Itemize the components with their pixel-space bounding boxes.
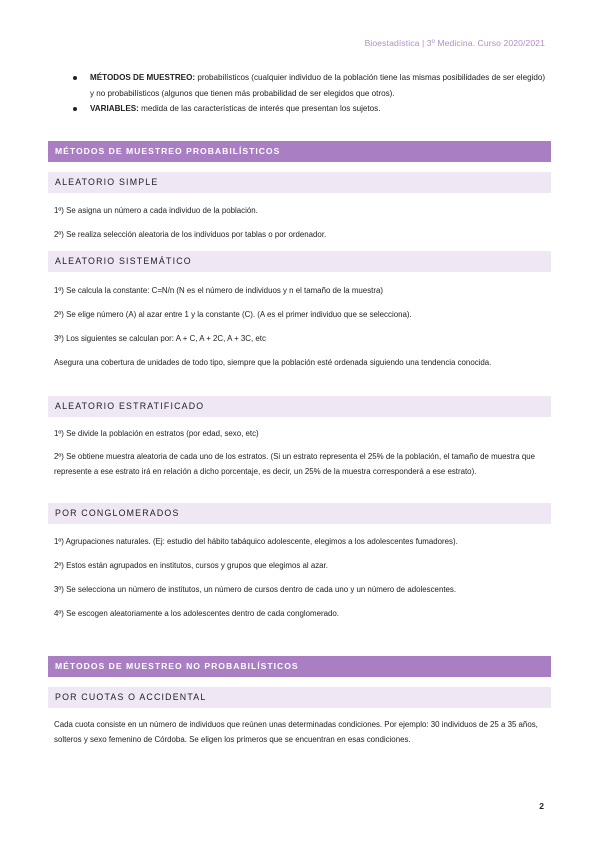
- bullet-variables: [70, 101, 550, 117]
- intro-bullet-list: [70, 70, 550, 117]
- paragraph: 3º) Se selecciona un número de institutos, un número de cursos dentro de cada uno y un número de adolescentes.: [54, 585, 457, 594]
- paragraph: 2º) Se elige número (A) al azar entre 1 y la constante (C). (A es el primer individuo que se selecciona).: [54, 310, 412, 319]
- paragraph: 1º) Se divide la población en estratos (por edad, sexo, etc): [54, 429, 259, 438]
- paragraph: 1º) Se calcula la constante: C=N/n (N es el número de individuos y n el tamaño de la muestra): [54, 286, 383, 295]
- paragraph: 3º) Los siguientes se calculan por: A + C, A + 2C, A + 3C, etc: [54, 334, 266, 343]
- paragraph: 2º) Se realiza selección aleatoria de los individuos por tablas o por ordenador.: [54, 230, 327, 239]
- subheading-conglomerados: POR CONGLOMERADOS: [48, 503, 551, 524]
- paragraph: 1º) Agrupaciones naturales. (Ej: estudio del hábito tabáquico adolescente, elegimos a los adolescentes fumadores).: [54, 537, 458, 546]
- subheading-aleatorio-simple: ALEATORIO SIMPLE: [48, 172, 551, 193]
- bullet-metodos: [70, 70, 550, 101]
- bullet-dot-icon: [73, 76, 77, 80]
- section-heading-no-probabilisticos: MÉTODOS DE MUESTREO NO PROBABILÍSTICOS: [48, 656, 551, 677]
- paragraph: 2º) Se obtiene muestra aleatoria de cada uno de los estratos. (Si un estrato representa el 25% de la población, el tamaño de muestra que represente a ese estrato irá en relación a dicho porcentaje, es decir, un 25% de la muestra corresponderá a ese estrato).: [54, 452, 535, 477]
- bullet-term: MÉTODOS DE MUESTREO:: [90, 73, 196, 82]
- bullet-text: medida de las características de interés que presentan los sujetos.: [138, 104, 381, 114]
- paragraph: 2º) Estos están agrupados en institutos, cursos y grupos que elegimos al azar.: [54, 561, 328, 570]
- bullet-term: VARIABLES:: [90, 104, 139, 114]
- bullet-dot-icon: [73, 107, 77, 111]
- paragraph: Asegura una cobertura de unidades de todo tipo, siempre que la población esté ordenada siguiendo una tendencia conocida.: [54, 358, 492, 367]
- bullet-text: probabilísticos (cualquier individuo de la población tiene las mismas posibilidades de ser elegido) y no probabilísticos (algunos que tienen más probabilidad de ser elegidos que otros).: [90, 73, 546, 98]
- subheading-aleatorio-estratificado: ALEATORIO ESTRATIFICADO: [48, 396, 551, 417]
- subheading-aleatorio-sistematico: ALEATORIO SISTEMÁTICO: [48, 251, 551, 272]
- paragraph: Cada cuota consiste en un número de individuos que reúnen unas determinadas condiciones. Por ejemplo: 30 individuos de 25 a 35 años, solteros y sexo femenino de Córdoba. Se eligen los primeros que se encuentran en esas condiciones.: [54, 720, 538, 745]
- page-header: Bioestadística | 3º Medicina. Curso 2020/2021: [364, 38, 545, 48]
- subheading-cuotas: POR CUOTAS O ACCIDENTAL: [48, 687, 551, 708]
- paragraph: 4º) Se escogen aleatoriamente a los adolescentes dentro de cada conglomerado.: [54, 609, 339, 618]
- page-number: 2: [539, 801, 544, 811]
- section-heading-probabilisticos: MÉTODOS DE MUESTREO PROBABILÍSTICOS: [48, 141, 551, 162]
- paragraph: 1º) Se asigna un número a cada individuo de la población.: [54, 206, 258, 215]
